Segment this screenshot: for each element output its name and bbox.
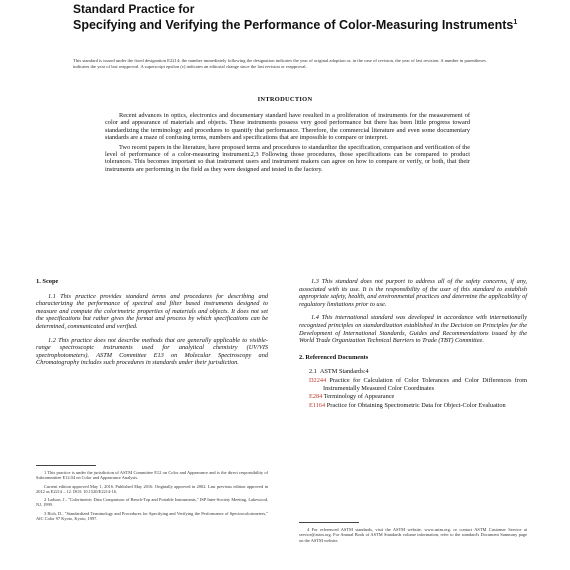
scope-paragraph: 1.1 This practice provides standard terms and procedures for describing and characterizing the performance of spectral and filter based instruments designed to measure and compute the colorimetric properties of materials and objects. It does not set the specifications but rather gives the format and process by which specifications can be determined, communicated and verified. xyxy=(36,292,268,330)
footnote: 1 This practice is under the jurisdiction of ASTM Committee E12 on Color and Appearance and is the direct responsibility of Subcommittee E12.04 on Color and Appearance Analysis. xyxy=(36,470,268,481)
reference-text: Practice for Obtaining Spectrometric Data for Object-Color Evaluation xyxy=(326,401,506,409)
introduction-paragraph: Two recent papers in the literature, have proposed terms and procedures to standardize the specification, comparison and verification of the level of performance of a color-measuring instrument.2,3 Following those procedures, those specifications can be compared to product tolerances. This becomes important so that instrument users and instrument makers can agree on how to compare or verify, or both, that their instruments are performing in the field as they were designed and tested in the factory. xyxy=(105,143,470,173)
scope-paragraph: 1.3 This standard does not purport to address all of the safety concerns, if any, associated with its use. It is the responsibility of the user of this standard to establish appropriate safety, health, and environmental practices and determine the applicability of regulatory limitations prior to use. xyxy=(299,278,527,308)
footnote: 3 Rich, D., "Standardized Terminology and Procedures for Specifying and Verifying the Performance of Spectrocolorimeters," AIC Color 97 Kyoto, Kyoto, 1997. xyxy=(36,510,268,522)
document-designation-title: Standard Practice for xyxy=(73,2,195,16)
title-footnote-marker: 1 xyxy=(513,19,518,26)
scope-heading: 1. Scope xyxy=(36,278,59,285)
reference-text: ASTM Standards:4 xyxy=(319,368,369,376)
reference-link[interactable]: D2244 xyxy=(309,376,327,384)
footnote: Current edition approved May 1, 2016. Published May 2016. Originally approved in 2002. Last previous edition approved in 2012 as E2214 – 12. DOI: 10.1520/E2214-16. xyxy=(36,483,268,494)
reference-link[interactable]: E284 xyxy=(309,393,323,401)
footnotes-left xyxy=(36,470,268,524)
reference-item xyxy=(299,393,527,401)
introduction-body xyxy=(105,112,470,175)
reference-item xyxy=(299,368,527,376)
reference-text: Practice for Calculation of Color Tolerances and Color Differences from Instrumentally Measured Color Coordinates xyxy=(323,376,527,392)
reference-text: Terminology of Appearance xyxy=(323,393,395,401)
footnote-divider-left xyxy=(36,465,96,466)
document-title xyxy=(73,16,543,32)
scope-paragraph: 1.2 This practice does not describe methods that are generally applicable to visible-range spectroscopic instruments used for analytical chemistry (UV/VIS spectrophotometers). ASTM Committee E13 on Molecular Spectroscopy and Chromatography includes such procedures in standards under their jurisdiction. xyxy=(36,336,268,367)
left-column xyxy=(36,278,268,373)
right-column xyxy=(299,278,527,410)
standard-designation-note: This standard is issued under the fixed designation E2214; the number immediately following the designation indicates the year of original adoption or, in the case of revision, the year of last revision. A number in parentheses indicates the year of last reapproval. A superscript epsilon (ε) indicates an editorial change since the last revision or reapproval. xyxy=(73,58,486,69)
scope-paragraph: 1.4 This international standard was developed in accordance with internationally recognized principles on standardization established in the Decision on Principles for the Development of International Standards, Guides and Recommendations issued by the World Trade Organization Technical Barriers to Trade (TBT) Committee. xyxy=(299,314,527,345)
footnote: 2 Ladson, J., "Colorimetric Data Comparison of Bench-Top and Portable Instruments," ISP Inter-Society Meeting, Lakewood, NJ, 1999. xyxy=(36,497,268,508)
reference-key: 2.1 xyxy=(309,368,317,376)
footnote: 4 For referenced ASTM standards, visit the ASTM website, www.astm.org, or contact ASTM Customer Service at service@astm.org. For Annual Book of ASTM Standards volume information, refer to the standard's Document Summary page on the ASTM website. xyxy=(299,527,527,543)
footnotes-right xyxy=(299,527,527,546)
document-title-text: Specifying and Verifying the Performance of Color-Measuring Instruments xyxy=(73,18,514,33)
title-block xyxy=(73,0,543,32)
reference-item xyxy=(299,402,527,410)
introduction-paragraph: Recent advances in optics, electronics and documentary standard have resulted in a proliferation of instruments for the measurement of color and appearance of materials and objects. These instruments possess very good performance but there has been little progress toward standardizing the terminology and procedures to quantify that performance. Therefore, the commercial literature and even some documentary standards are a maze of confusing terms, numbers and specifications that are impossible to compare or interpret. xyxy=(105,112,470,142)
reference-link[interactable]: E1164 xyxy=(309,401,326,409)
introduction-heading: INTRODUCTION xyxy=(257,96,313,103)
reference-list xyxy=(299,368,527,409)
referenced-documents-heading: 2. Referenced Documents xyxy=(299,353,369,361)
reference-item xyxy=(299,377,527,392)
footnote-divider-right xyxy=(299,522,359,523)
